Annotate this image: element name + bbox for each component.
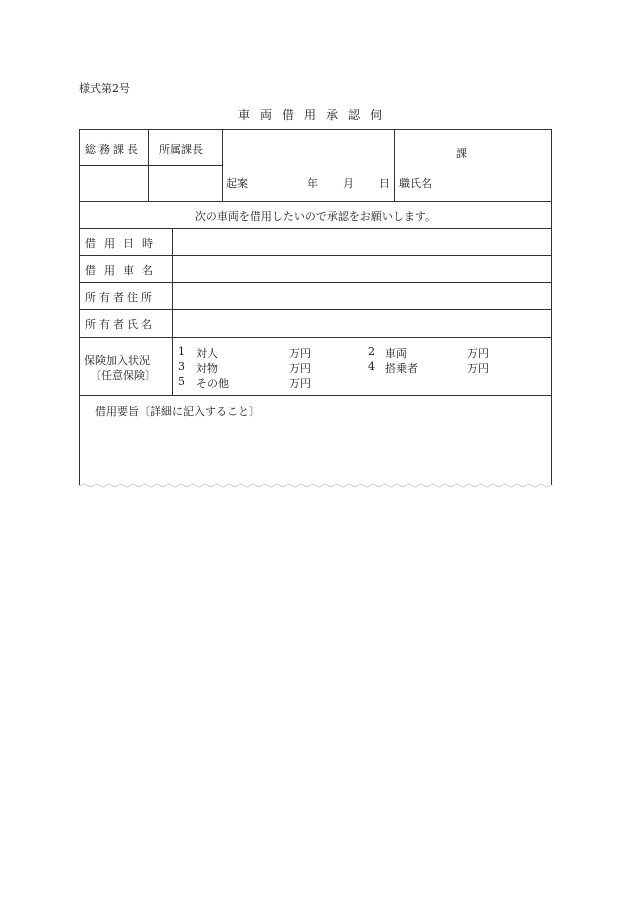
insurance-label: 保険加入状況 — [84, 354, 150, 367]
draft-label: 起案 — [226, 177, 248, 190]
request-text: 次の車両を借用したいので承認をお願いします。 — [194, 210, 437, 223]
insurance-item-unit: 万円 — [467, 362, 489, 375]
form-number: 様式第2号 — [79, 82, 130, 95]
vehicle-name-label: 借用車名 — [85, 264, 161, 277]
year-label: 年 — [307, 177, 318, 190]
insurance-item-label: 車両 — [385, 347, 407, 360]
section-suffix-label: 課 — [456, 147, 467, 160]
insurance-item-unit: 万円 — [289, 347, 311, 360]
position-name-label: 職氏名 — [399, 177, 432, 190]
insurance-item-label: 対人 — [196, 347, 218, 360]
borrow-datetime-label: 借用日時 — [85, 237, 161, 250]
insurance-item-num: 3 — [178, 360, 185, 373]
insurance-item-num: 5 — [178, 375, 185, 388]
insurance-item-unit: 万円 — [289, 362, 311, 375]
form-title: 車両借用承認伺 — [237, 108, 392, 122]
month-label: 月 — [343, 177, 354, 190]
dept-chief-label: 所属課長 — [159, 143, 203, 156]
general-affairs-chief-label: 総務課長 — [85, 143, 141, 156]
day-label: 日 — [379, 177, 390, 190]
insurance-item-label: その他 — [196, 377, 229, 390]
insurance-item-num: 2 — [368, 345, 375, 358]
torn-edge — [79, 481, 553, 491]
insurance-item-label: 搭乗者 — [385, 362, 418, 375]
purpose-label: 借用要旨〔詳細に記入すること〕 — [95, 405, 260, 418]
insurance-item-unit: 万円 — [467, 347, 489, 360]
insurance-item-num: 1 — [178, 345, 185, 358]
owner-name-label: 所有者氏名 — [85, 318, 155, 331]
insurance-sublabel: 〔任意保険〕 — [90, 369, 156, 382]
insurance-item-num: 4 — [368, 360, 375, 373]
owner-address-label: 所有者住所 — [85, 291, 155, 304]
insurance-item-unit: 万円 — [289, 377, 311, 390]
approval-form-table — [79, 129, 552, 485]
insurance-item-label: 対物 — [196, 362, 218, 375]
